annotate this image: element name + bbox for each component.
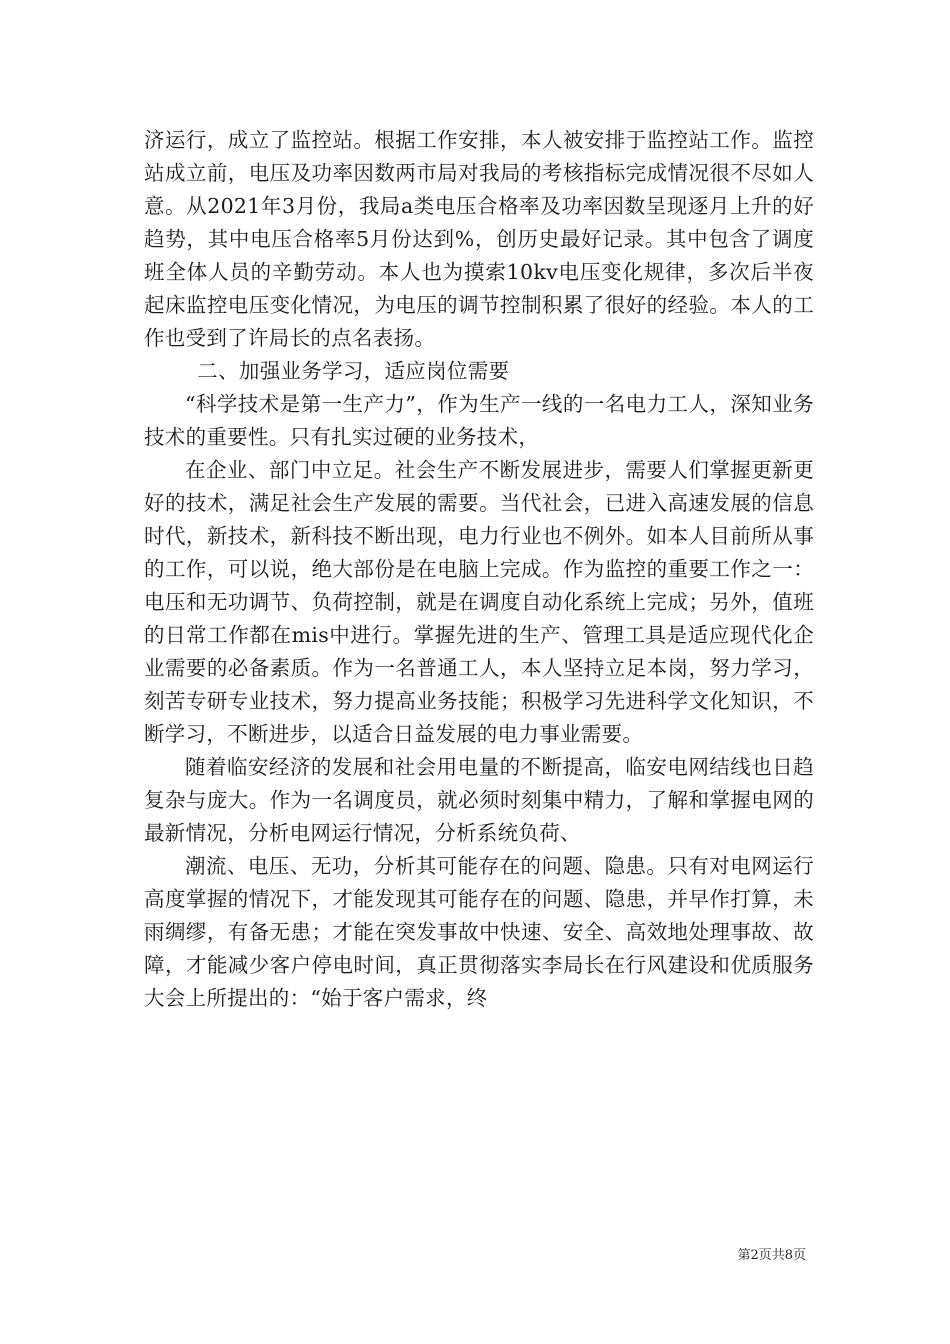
page-number-footer: 第2页共8页 — [737, 1248, 806, 1263]
section-heading: 二、加强业务学习，适应岗位需要 — [197, 359, 510, 383]
paragraph-grid-analysis: 潮流、电压、无功，分析其可能存在的问题、隐患。只有对电网运行高度掌握的情况下，才能发现其可能存在的问题、隐患，并早作打算，未雨绸缪，有备无患；才能在突发事故中快速、安全、高效地处理事故、故障，才能减少客户停电时间，真正贯彻落实李局长在行风建设和优质服务大会上所提出的：“始于客户需求，终 — [144, 854, 814, 1010]
paragraph-tech-importance: “科学技术是第一生产力”，作为生产一线的一名电力工人，深知业务技术的重要性。只有扎实过硬的业务技术， — [144, 392, 814, 449]
paragraph-grid-growth: 随着临安经济的发展和社会用电量的不断提高，临安电网结线也日趋复杂与庞大。作为一名调度员，就必须时刻集中精力，了解和掌握电网的最新情况，分析电网运行情况，分析系统负荷、 — [144, 755, 814, 845]
paragraph-continuation: 济运行，成立了监控站。根据工作安排，本人被安排于监控站工作。监控站成立前，电压及功率因数两市局对我局的考核指标完成情况很不尽如人意。从2021年3月份，我局a类电压合格率及功率因数呈现逐月上升的好趋势，其中电压合格率5月份达到%，创历史最好记录。其中包含了调度班全体人员的辛勤劳动。本人也为摸索10kv电压变化规律，多次后半夜起床监控电压变化情况，为电压的调节控制积累了很好的经验。本人的工作也受到了许局长的点名表扬。 — [144, 128, 814, 350]
document-body — [144, 124, 814, 1015]
paragraph-learning: 在企业、部门中立足。社会生产不断发展进步，需要人们掌握更新更好的技术，满足社会生产发展的需要。当代社会，已进入高速发展的信息时代，新技术，新科技不断出现，电力行业也不例外。如本人目前所从事的工作，可以说，绝大部份是在电脑上完成。作为监控的重要工作之一：电压和无功调节、负荷控制，就是在调度自动化系统上完成；另外，值班的日常工作都在mis中进行。掌握先进的生产、管理工具是适应现代化企业需要的必备素质。作为一名普通工人，本人坚持立足本岗，努力学习，刻苦专研专业技术，努力提高业务技能；积极学习先进科学文化知识，不断学习，不断进步，以适合日益发展的电力事业需要。 — [144, 458, 814, 746]
